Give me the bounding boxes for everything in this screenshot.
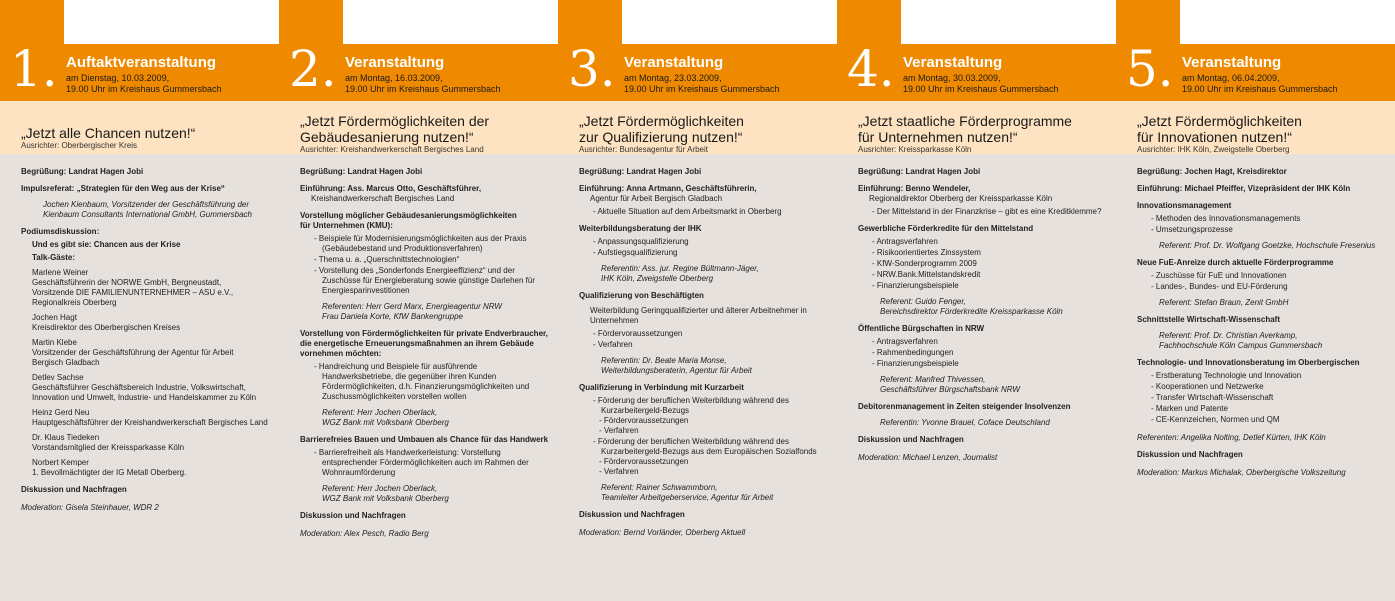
agenda-sub-bullet: - Verfahren	[599, 426, 639, 435]
agenda-person-detail: Geschäftsführer Geschäftsbereich Industrie, Volkswirtschaft,	[32, 383, 246, 392]
event-time-place: 19.00 Uhr im Kreishaus Gummersbach	[345, 84, 501, 94]
agenda-bullet: - Transfer Wirtschaft-Wissenschaft	[1151, 393, 1274, 402]
agenda-heading: Debitorenmanagement in Zeiten steigender Insolvenzen	[858, 402, 1071, 411]
agenda-person-detail: Hauptgeschäftsführer der Kreishandwerkerschaft Bergisches Land	[32, 418, 268, 427]
agenda-speaker: Referent: Prof. Dr. Wolfgang Goetzke, Hochschule Fresenius	[1159, 241, 1376, 250]
event-date: am Montag, 23.03.2009,	[624, 73, 722, 83]
agenda-heading: Begrüßung: Landrat Hagen Jobi	[300, 167, 423, 176]
agenda-bullet: - Anpassungsqualifizierung	[593, 237, 689, 246]
agenda-text: Regionaldirektor Oberberg der Kreissparkasse Köln	[869, 194, 1053, 203]
agenda-moderation: Moderation: Michael Lenzen, Journalist	[858, 453, 998, 462]
event-agenda	[858, 167, 1108, 463]
agenda-moderation: Moderation: Gisela Steinhauer, WDR 2	[21, 503, 159, 512]
agenda-bullet: - Beispiele für Modernisierungsmöglichkeiten aus der Praxis (Gebäudebestand und Produktionsverfahren)	[314, 234, 527, 253]
agenda-bullet: - Antragsverfahren	[872, 337, 938, 346]
header-white-panel	[343, 0, 558, 44]
agenda-speaker: Referent: Guido Fenger,	[880, 297, 966, 306]
agenda-moderation: Moderation: Markus Michalak, Oberbergische Volkszeitung	[1137, 468, 1346, 477]
agenda-heading: Begrüßung: Jochen Hagt, Kreisdirektor	[1137, 167, 1287, 176]
agenda-bullet: - Barrierefreiheit als Handwerkerleistung: Vorstellung entsprechender Fördermöglichkeiten auch im Rahmen der Wohnraumförderung	[314, 448, 529, 477]
event-header	[837, 0, 1116, 101]
agenda-speaker-line: WGZ Bank mit Volksbank Oberberg	[322, 494, 449, 503]
event-header	[558, 0, 837, 101]
agenda-speaker: Referentin: Ass. jur. Regine Bültmann-Jäger,	[601, 264, 759, 273]
agenda-bullet: - Rahmenbedingungen	[872, 348, 954, 357]
agenda-person-detail: Geschäftsführerin der NORWE GmbH, Bergneustadt,	[32, 278, 222, 287]
event-number: 2.	[289, 40, 337, 98]
agenda-heading: Vorstellung möglicher Gebäudesanierungsmöglichkeiten	[300, 211, 517, 220]
agenda-bullet: - Förderung der beruflichen Weiterbildung während des Kurzarbeitergeld-Bezugs aus dem Europäischen Sozialfonds	[593, 437, 817, 456]
agenda-bullet: - Landes-, Bundes- und EU-Förderung	[1151, 282, 1288, 291]
event-date: am Montag, 06.04.2009,	[1182, 73, 1280, 83]
event-number: 5.	[1126, 40, 1174, 98]
agenda-speaker-line: Frau Daniela Korte, KfW Bankengruppe	[322, 312, 463, 321]
event-topic-line: „Jetzt staatliche Förderprogramme	[858, 113, 1072, 129]
agenda-speaker-line: Fachhochschule Köln Campus Gummersbach	[1159, 341, 1323, 350]
event-date: am Montag, 16.03.2009,	[345, 73, 443, 83]
agenda-person-detail: Vorsitzende DIE FAMILIENUNTERNEHMER – ASU e.V.,	[32, 288, 234, 297]
agenda-speaker: Referentin: Dr. Beate Maria Monse,	[601, 356, 727, 365]
agenda-sub-bullet: - Fördervoraussetzungen	[599, 416, 689, 425]
event-title: Auftaktveranstaltung	[66, 54, 217, 71]
event-time-place: 19.00 Uhr im Kreishaus Gummersbach	[1182, 84, 1338, 94]
agenda-speaker: Referent: Manfred Thivessen,	[880, 375, 986, 384]
agenda-person-detail: Innovation und Umwelt, Industrie- und Handelskammer zu Köln	[32, 393, 257, 402]
event-column-1	[0, 0, 279, 601]
agenda-speaker: Referent: Herr Jochen Oberlack,	[322, 484, 438, 493]
agenda-subheading: Und es gibt sie: Chancen aus der Krise	[32, 240, 181, 249]
agenda-heading: für Unternehmen (KMU):	[300, 221, 393, 230]
agenda-speaker: Referent: Rainer Schwammborn,	[601, 483, 718, 492]
agenda-bullet: - Marken und Patente	[1151, 404, 1228, 413]
agenda-person: Weiterbildung Geringqualifizierter und älterer Arbeitnehmer in Unternehmen	[590, 306, 807, 325]
event-host: Ausrichter: Kreissparkasse Köln	[858, 145, 972, 154]
agenda-heading: Innovationsmanagement	[1137, 201, 1232, 210]
agenda-heading: Öffentliche Bürgschaften in NRW	[858, 324, 985, 333]
agenda-heading: Einführung: Ass. Marcus Otto, Geschäftsführer,	[300, 184, 482, 193]
event-column-4	[837, 0, 1116, 601]
agenda-person-detail: Bergisch Gladbach	[32, 358, 100, 367]
agenda-heading: Diskussion und Nachfragen	[300, 511, 406, 520]
event-title: Veranstaltung	[345, 54, 445, 71]
agenda-bullet: - Aufstiegsqualifizierung	[593, 248, 678, 257]
agenda-bullet: - Methoden des Innovationsmanagements	[1151, 214, 1301, 223]
header-white-panel	[1180, 0, 1395, 44]
agenda-bullet: - Kooperationen und Netzwerke	[1151, 382, 1264, 391]
agenda-bullet: - Erstberatung Technologie und Innovation	[1151, 371, 1302, 380]
agenda-speaker-line: IHK Köln, Zweigstelle Oberberg	[601, 274, 714, 283]
event-topic-line: „Jetzt Fördermöglichkeiten	[1137, 113, 1302, 129]
agenda-speaker: Referent: Herr Jochen Oberlack,	[322, 408, 438, 417]
event-host: Ausrichter: Kreishandwerkerschaft Bergisches Land	[300, 145, 484, 154]
agenda-heading: Impulsreferat: „Strategien für den Weg aus der Krise“	[21, 184, 225, 193]
event-topic-line: für Innovationen nutzen!“	[1137, 129, 1292, 145]
agenda-speaker: Referentin: Yvonne Brauel, Coface Deutschland	[880, 418, 1050, 427]
event-topic-line: Gebäudesanierung nutzen!“	[300, 129, 474, 145]
agenda-speaker-line: Bereichsdirektor Förderkredite Kreissparkasse Köln	[880, 307, 1063, 316]
event-number: 4.	[847, 40, 895, 98]
agenda-person: Martin Klebe	[32, 338, 77, 347]
agenda-bullet: - Der Mittelstand in der Finanzkrise – gibt es eine Kreditklemme?	[872, 207, 1102, 216]
event-topic-line: für Unternehmen nutzen!“	[858, 129, 1018, 145]
event-date: am Montag, 30.03.2009,	[903, 73, 1001, 83]
agenda-bullet: - Förderung der beruflichen Weiterbildung während des Kurzarbeitergeld-Bezugs	[593, 396, 789, 415]
event-topic-line: zur Qualifizierung nutzen!“	[579, 129, 743, 145]
agenda-bullet: - Finanzierungsbeispiele	[872, 281, 959, 290]
agenda-heading: Begrüßung: Landrat Hagen Jobi	[858, 167, 981, 176]
agenda-heading: Einführung: Anna Artmann, Geschäftsführerin,	[579, 184, 757, 193]
agenda-bullet: - Verfahren	[593, 340, 633, 349]
agenda-heading: Diskussion und Nachfragen	[1137, 450, 1243, 459]
event-title: Veranstaltung	[624, 54, 724, 71]
agenda-person-detail: Regionalkreis Oberberg	[32, 298, 117, 307]
agenda-heading: Weiterbildungsberatung der IHK	[579, 224, 702, 233]
event-topic-band	[0, 101, 279, 154]
agenda-speaker-line: Kienbaum Consultants International GmbH, Gummersbach	[43, 210, 252, 219]
event-header	[1116, 0, 1395, 101]
agenda-bullet: - Thema u. a. „Querschnittstechnologien“	[314, 255, 460, 264]
agenda-speaker-line: Geschäftsführer Bürgschaftsbank NRW	[880, 385, 1020, 394]
agenda-heading: Begrüßung: Landrat Hagen Jobi	[21, 167, 144, 176]
agenda-bullet: - Umsetzungsprozesse	[1151, 225, 1233, 234]
agenda-speaker: Referenten: Herr Gerd Marx, Energieagentur NRW	[322, 302, 502, 311]
event-time-place: 19.00 Uhr im Kreishaus Gummersbach	[903, 84, 1059, 94]
agenda-heading: Diskussion und Nachfragen	[858, 435, 964, 444]
agenda-bullet: - Aktuelle Situation auf dem Arbeitsmarkt in Oberberg	[593, 207, 782, 216]
agenda-person: Norbert Kemper	[32, 458, 89, 467]
agenda-person: Detlev Sachse	[32, 373, 84, 382]
agenda-heading: Diskussion und Nachfragen	[579, 510, 685, 519]
event-title: Veranstaltung	[903, 54, 1003, 71]
event-host: Ausrichter: Bundesagentur für Arbeit	[579, 145, 708, 154]
event-agenda	[579, 167, 829, 538]
header-white-panel	[64, 0, 279, 44]
agenda-heading: Barrierefreies Bauen und Umbauen als Chance für das Handwerk	[300, 435, 549, 444]
event-host: Ausrichter: Oberbergischer Kreis	[21, 141, 138, 150]
agenda-moderation: Moderation: Alex Pesch, Radio Berg	[300, 529, 429, 538]
agenda-speaker: Jochen Kienbaum, Vorsitzender der Geschäftsführung der	[43, 200, 250, 209]
agenda-heading: Gewerbliche Förderkredite für den Mittelstand	[858, 224, 1034, 233]
agenda-bullet: - CE-Kennzeichen, Normen und QM	[1151, 415, 1280, 424]
header-white-panel	[622, 0, 837, 44]
agenda-speaker-line: Weiterbildungsberaterin, Agentur für Arbeit	[601, 366, 752, 375]
agenda-subheading: Talk-Gäste:	[32, 253, 75, 262]
header-white-panel	[901, 0, 1116, 44]
event-topic-line: „Jetzt Fördermöglichkeiten der	[300, 113, 490, 129]
event-column-5	[1116, 0, 1395, 601]
agenda-heading: Neue FuE-Anreize durch aktuelle Förderprogramme	[1137, 258, 1334, 267]
agenda-person-detail: 1. Bevollmächtigter der IG Metall Oberberg.	[32, 468, 187, 477]
agenda-person: Dr. Klaus Tiedeken	[32, 433, 100, 442]
event-header	[279, 0, 558, 101]
agenda-text: Kreishandwerkerschaft Bergisches Land	[311, 194, 455, 203]
agenda-bullet: - Handreichung und Beispiele für ausführende Handwerksbetriebe, die gegenüber ihren Kunden Fördermöglichkeiten, d.h. Finanzierungsmöglichkeiten und Zuschussmöglichkeiten vorstellen wollen	[314, 362, 530, 401]
agenda-heading: Qualifizierung von Beschäftigten	[579, 291, 704, 300]
event-number: 3.	[568, 40, 616, 98]
agenda-bullet: - Vorstellung des „Sonderfonds Energieeffizienz“ und der Zuschüsse für Energieberatung sowie günstige Darlehen für Energiesparinvestitionen	[314, 266, 536, 295]
event-topic-line: „Jetzt Fördermöglichkeiten	[579, 113, 744, 129]
agenda-sub-bullet: - Fördervoraussetzungen	[599, 457, 689, 466]
agenda-person: Jochen Hagt	[32, 313, 77, 322]
agenda-heading: Begrüßung: Landrat Hagen Jobi	[579, 167, 702, 176]
agenda-bullet: - Risikoorientiertes Zinssystem	[872, 248, 981, 257]
event-agenda	[300, 167, 550, 539]
agenda-heading: Einführung: Michael Pfeiffer, Vizepräsident der IHK Köln	[1137, 184, 1351, 193]
agenda-bullet: - Antragsverfahren	[872, 237, 938, 246]
agenda-speaker: Referent: Stefan Braun, Zenit GmbH	[1159, 298, 1289, 307]
event-column-2	[279, 0, 558, 601]
event-time-place: 19.00 Uhr im Kreishaus Gummersbach	[66, 84, 222, 94]
agenda-heading: Einführung: Benno Wendeler,	[858, 184, 971, 193]
agenda-heading: Schnittstelle Wirtschaft-Wissenschaft	[1137, 315, 1280, 324]
event-topic-line: „Jetzt alle Chancen nutzen!“	[21, 125, 196, 141]
event-topic-band	[558, 101, 837, 154]
agenda-heading: Qualifizierung in Verbindung mit Kurzarbeit	[579, 383, 744, 392]
agenda-bullet: - Finanzierungsbeispiele	[872, 359, 959, 368]
agenda-bullet: - Fördervoraussetzungen	[593, 329, 683, 338]
agenda-bullet: - Zuschüsse für FuE und Innovationen	[1151, 271, 1287, 280]
agenda-speaker-line: Teamleiter Arbeitgeberservice, Agentur für Arbeit	[601, 493, 774, 502]
agenda-person-detail: Kreisdirektor des Oberbergischen Kreises	[32, 323, 181, 332]
event-agenda	[1137, 167, 1387, 478]
event-number: 1.	[10, 40, 58, 98]
agenda-person: Heinz Gerd Neu	[32, 408, 90, 417]
agenda-bullet: - KfW-Sonderprogramm 2009	[872, 259, 977, 268]
event-topic-band	[279, 101, 558, 154]
agenda-heading: Podiumsdiskussion:	[21, 227, 100, 236]
event-title: Veranstaltung	[1182, 54, 1282, 71]
agenda-moderation: Referenten: Angelika Nolting, Detlef Kürten, IHK Köln	[1137, 433, 1326, 442]
event-column-3	[558, 0, 837, 601]
agenda-speaker-line: WGZ Bank mit Volksbank Oberberg	[322, 418, 449, 427]
agenda-bullet: - NRW.Bank.Mittelstandskredit	[872, 270, 981, 279]
event-agenda	[21, 167, 271, 513]
event-topic-band	[837, 101, 1116, 154]
agenda-person-detail: Vorsitzender der Geschäftsführung der Agentur für Arbeit	[32, 348, 234, 357]
agenda-text: Agentur für Arbeit Bergisch Gladbach	[590, 194, 723, 203]
agenda-moderation: Moderation: Bernd Vorländer, Oberberg Aktuell	[579, 528, 746, 537]
event-host: Ausrichter: IHK Köln, Zweigstelle Oberberg	[1137, 145, 1290, 154]
agenda-speaker: Referent: Prof. Dr. Christian Averkamp,	[1159, 331, 1298, 340]
agenda-person-detail: Vorstandsmitglied der Kreissparkasse Köln	[32, 443, 185, 452]
event-time-place: 19.00 Uhr im Kreishaus Gummersbach	[624, 84, 780, 94]
agenda-person: Marlene Weiner	[32, 268, 89, 277]
agenda-heading: Technologie- und Innovationsberatung im Oberbergischen	[1137, 358, 1360, 367]
agenda-heading: Vorstellung von Fördermöglichkeiten für private Endverbraucher, die energetische Erneuerungsmaßnahmen an ihrem Gebäude vornehmen möchten:	[300, 329, 548, 358]
agenda-heading: Diskussion und Nachfragen	[21, 485, 127, 494]
event-date: am Dienstag, 10.03.2009,	[66, 73, 170, 83]
agenda-sub-bullet: - Verfahren	[599, 467, 639, 476]
event-header	[0, 0, 279, 101]
event-topic-band	[1116, 101, 1395, 154]
